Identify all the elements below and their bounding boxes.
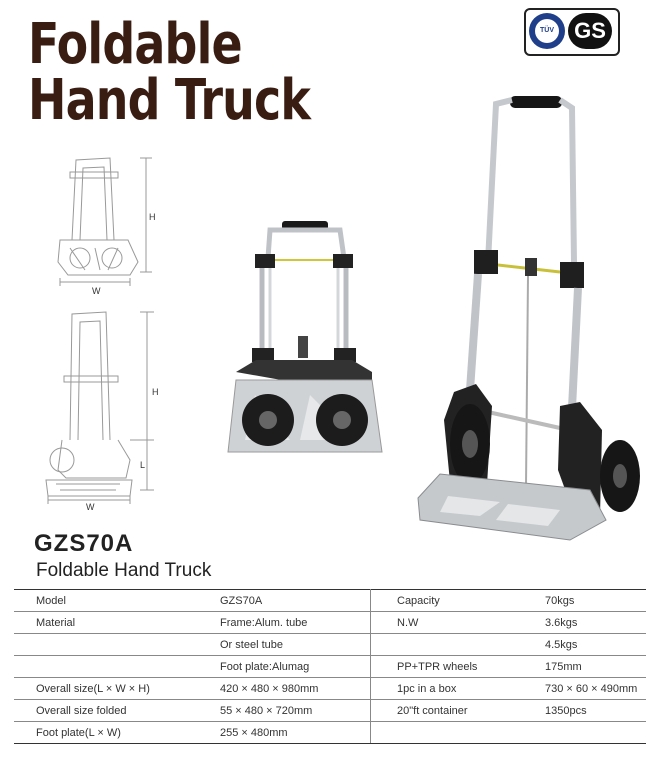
spec-label [371, 722, 528, 744]
spec-label: Material [14, 612, 194, 634]
diagram-w-label-2: W [86, 502, 95, 512]
spec-label: PP+TPR wheels [371, 656, 528, 678]
spec-table [14, 589, 646, 744]
spec-label: Capacity [371, 590, 528, 612]
diagram-w-label-1: W [92, 286, 101, 296]
spec-label: Overall size(L × W × H) [14, 678, 194, 700]
table-row [14, 722, 646, 744]
spec-value: 420 × 480 × 980mm [194, 678, 371, 700]
spec-value: 730 × 60 × 490mm [527, 678, 646, 700]
title-line-2: Hand Truck [28, 68, 311, 133]
open-hand-truck-photo [418, 96, 640, 540]
diagram-h-label-1: H [149, 212, 156, 222]
spec-value: 3.6kgs [527, 612, 646, 634]
folded-hand-truck-photo [228, 221, 382, 452]
spec-value: 255 × 480mm [194, 722, 371, 744]
folded-line-drawing [58, 158, 152, 286]
table-row [14, 590, 646, 612]
table-row [14, 700, 646, 722]
table-row [14, 656, 646, 678]
spec-value: Or steel tube [194, 634, 371, 656]
spec-value: 4.5kgs [527, 634, 646, 656]
spec-label: 1pc in a box [371, 678, 528, 700]
spec-value: 1350pcs [527, 700, 646, 722]
spec-label [14, 634, 194, 656]
spec-label: Foot plate(L × W) [14, 722, 194, 744]
gs-logo-icon: GS [568, 13, 612, 49]
table-row [14, 678, 646, 700]
spec-value: 175mm [527, 656, 646, 678]
model-number: GZS70A [34, 530, 134, 557]
open-line-drawing [46, 312, 154, 504]
diagram-h-label-2: H [152, 387, 159, 397]
table-row [14, 612, 646, 634]
title-line-1: Foldable [28, 12, 242, 77]
spec-value: Foot plate:Alumag [194, 656, 371, 678]
spec-value: 55 × 480 × 720mm [194, 700, 371, 722]
spec-label: 20"ft container [371, 700, 528, 722]
tuv-logo-icon: TÜV [529, 13, 565, 49]
spec-label: N.W [371, 612, 528, 634]
spec-label: Overall size folded [14, 700, 194, 722]
spec-value [527, 722, 646, 744]
product-name: Foldable Hand Truck [36, 560, 212, 581]
diagram-l-label: L [140, 460, 146, 470]
spec-label [14, 656, 194, 678]
spec-value: GZS70A [194, 590, 371, 612]
spec-value: 70kgs [527, 590, 646, 612]
spec-value: Frame:Alum. tube [194, 612, 371, 634]
table-row [14, 634, 646, 656]
spec-label: Model [14, 590, 194, 612]
spec-label [371, 634, 528, 656]
